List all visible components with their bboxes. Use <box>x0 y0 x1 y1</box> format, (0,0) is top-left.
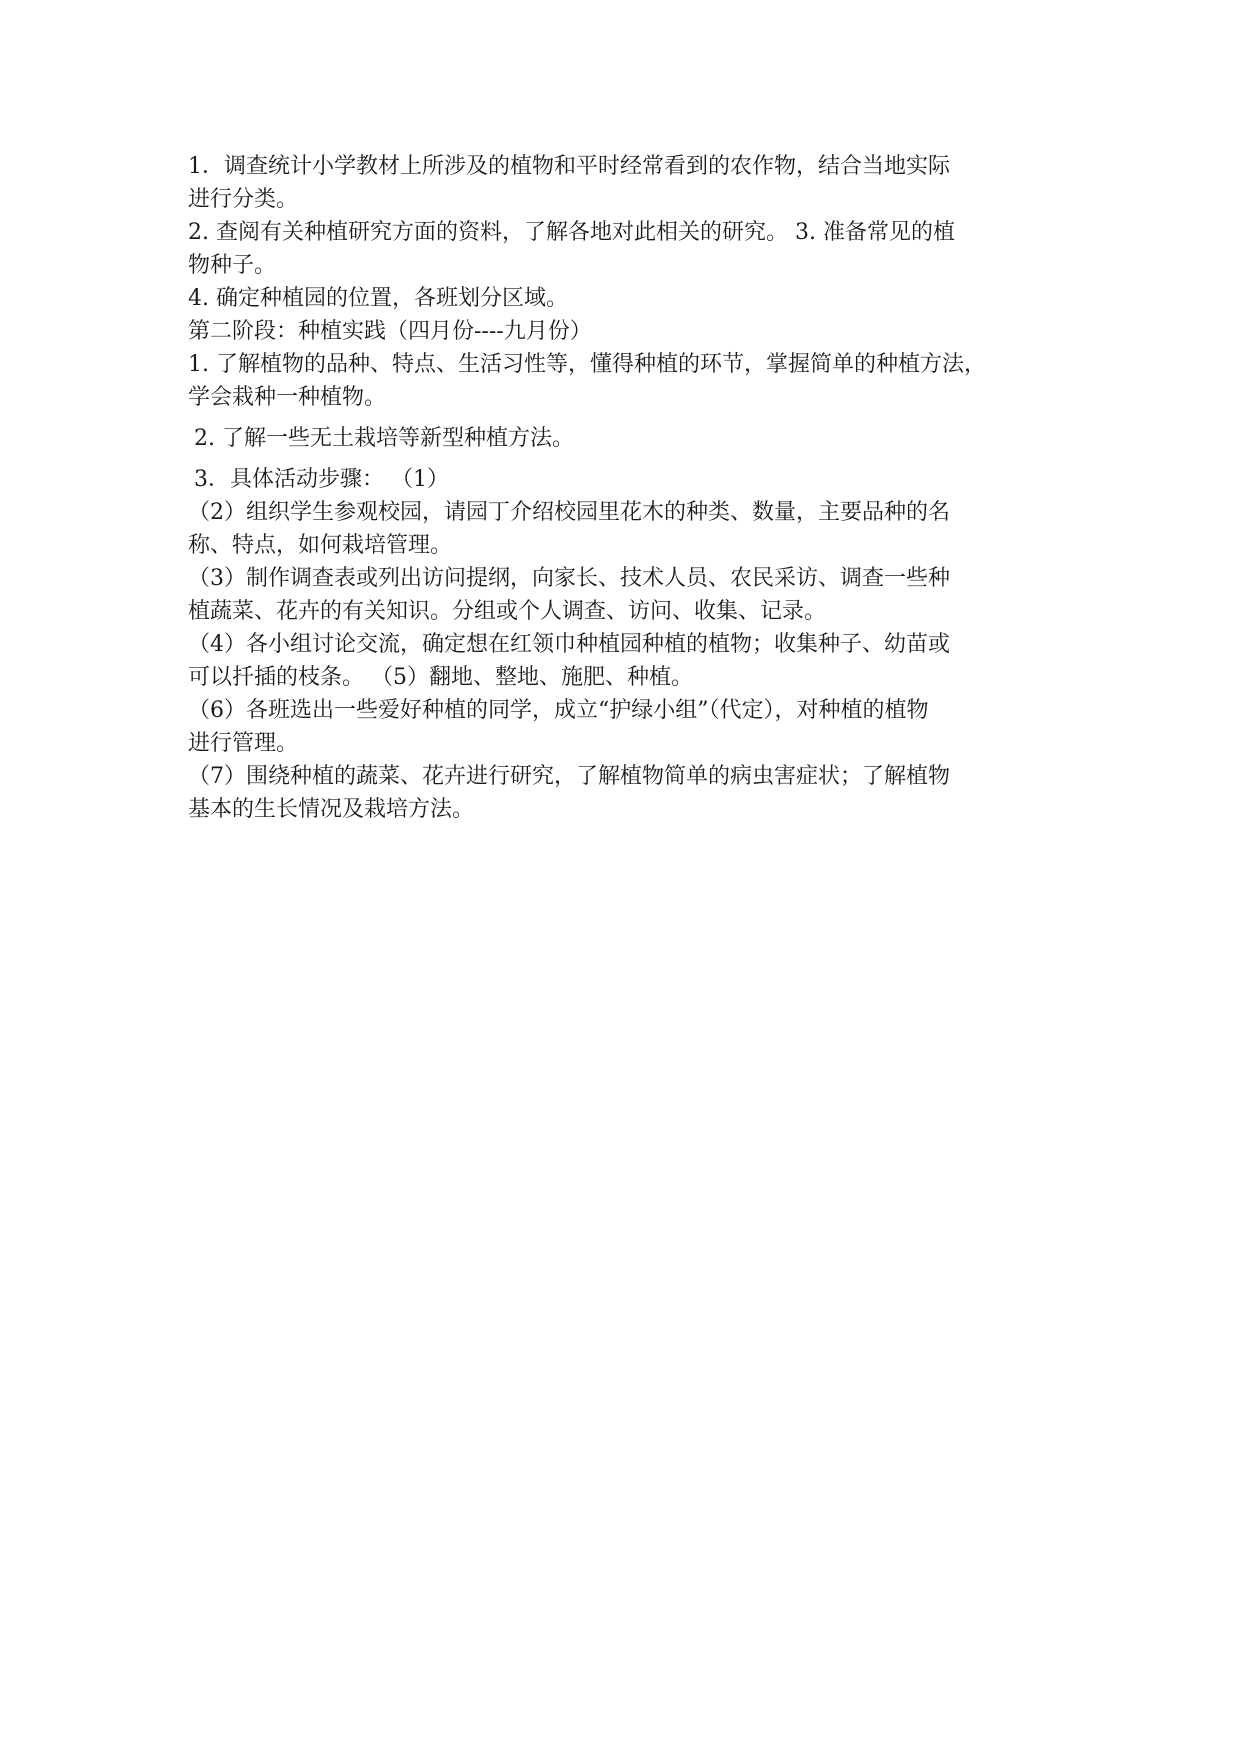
document-body <box>188 150 1058 826</box>
text-line: 物种子。 <box>188 253 277 278</box>
text-line: 植蔬菜、花卉的有关知识。分组或个人调查、访问、收集、记录。 <box>188 599 827 624</box>
text-line: 1. 了解植物的品种、特点、生活习性等，懂得种植的环节，掌握简单的种植方法， <box>188 352 986 377</box>
text-line: 4. 确定种植园的位置，各班划分区域。 <box>188 286 568 311</box>
text-line: （6）各班选出一些爱好种植的同学，成立“护绿小组”（代定），对种植的植物 <box>188 698 929 723</box>
text-line: 进行分类。 <box>188 187 299 212</box>
text-line: 2. 查阅有关种植研究方面的资料，了解各地对此相关的研究。 3. 准备常见的植 <box>188 220 955 245</box>
text-line: （7）围绕种植的蔬菜、花卉进行研究，了解植物简单的病虫害症状；了解植物 <box>188 764 950 789</box>
text-line: 2. 了解一些无土栽培等新型种植方法。 <box>194 426 574 451</box>
section-heading: 第二阶段：种植实践（四月份----九月份） <box>188 319 592 344</box>
text-line: （4）各小组讨论交流，确定想在红领巾种植园种植的植物；收集种子、幼苗或 <box>188 632 950 657</box>
text-line: 进行管理。 <box>188 731 299 756</box>
text-line: 基本的生长情况及栽培方法。 <box>188 797 475 822</box>
text-line: 1．调查统计小学教材上所涉及的植物和平时经常看到的农作物，结合当地实际 <box>188 154 950 179</box>
text-line: 可以扦插的枝条。 （5）翻地、整地、施肥、种植。 <box>188 665 693 690</box>
text-line: 3．具体活动步骤： （1） <box>194 467 449 492</box>
text-line: （3）制作调查表或列出访问提纲，向家长、技术人员、农民采访、调查一些种 <box>188 566 950 591</box>
text-line: 称、特点，如何栽培管理。 <box>188 533 453 558</box>
text-line: 学会栽种一种植物。 <box>188 385 387 410</box>
text-line: （2）组织学生参观校园，请园丁介绍校园里花木的种类、数量，主要品种的名 <box>188 500 950 525</box>
